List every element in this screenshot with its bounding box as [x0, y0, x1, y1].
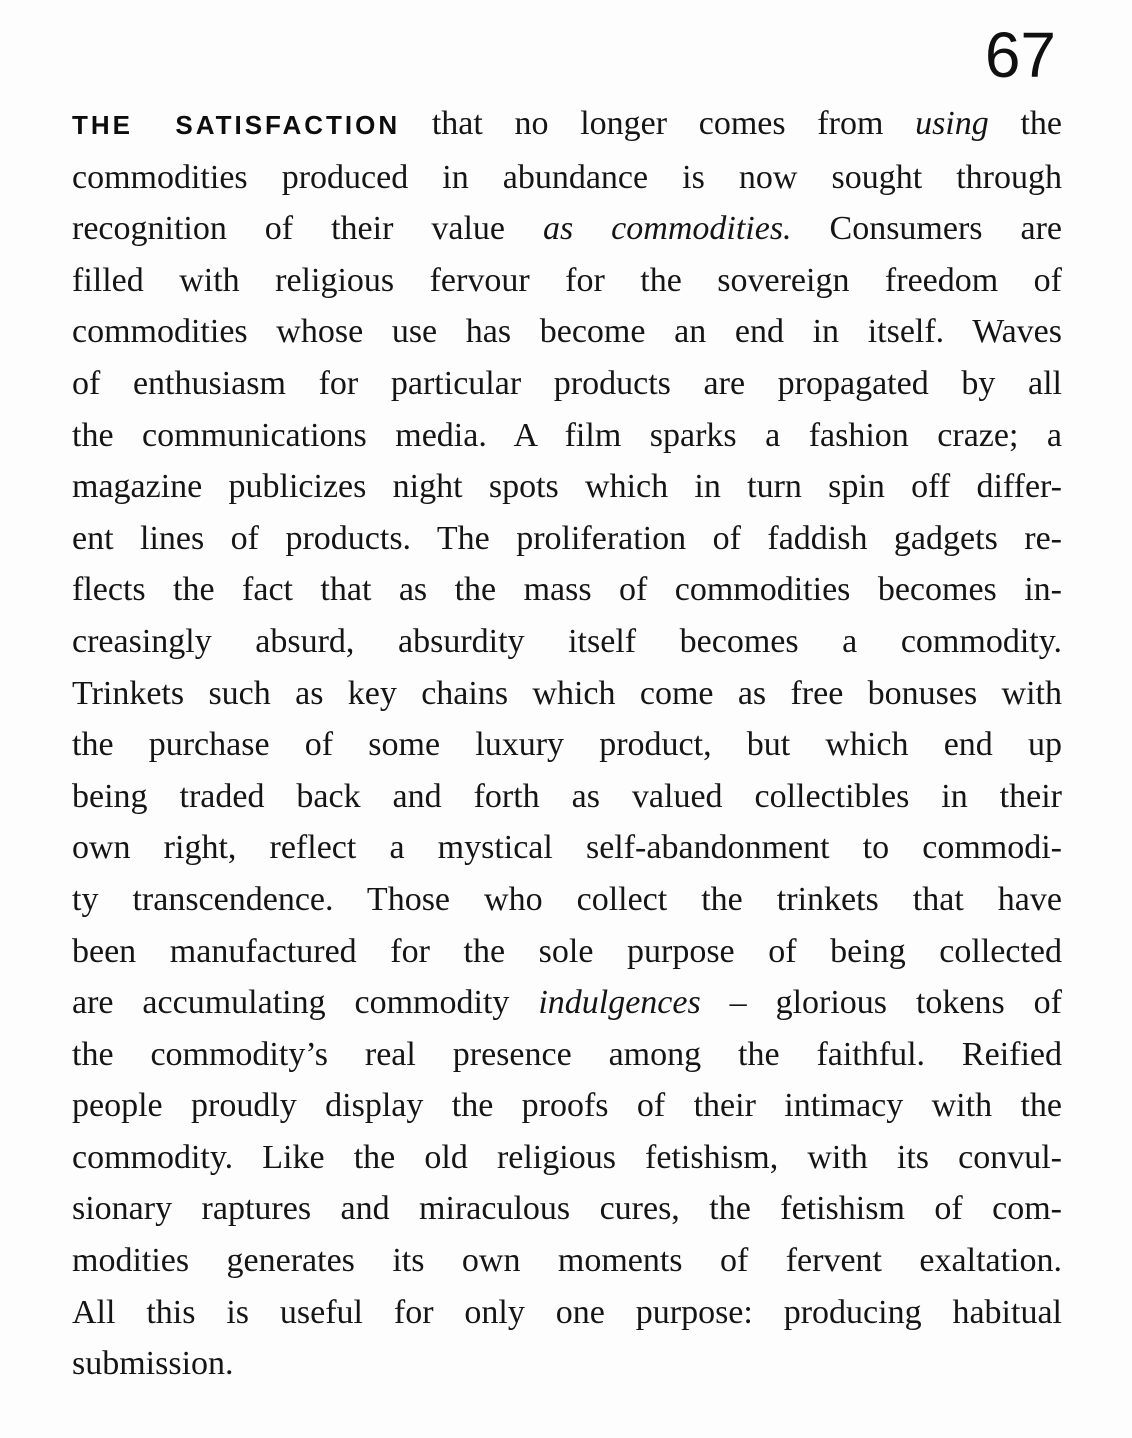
- italic-text: as commodities.: [542, 210, 792, 248]
- text-segment: submission.: [72, 1345, 234, 1383]
- text-segment: All this is useful for only one purpose: producing habitual: [72, 1293, 1062, 1331]
- text-segment: Consumers are: [791, 210, 1062, 248]
- text-line: [72, 1080, 1062, 1132]
- text-segment: the communications media. A film sparks a fashion craze; a: [72, 416, 1062, 454]
- text-segment: commodity. Like the old religious fetishism, with its convul-: [72, 1138, 1062, 1176]
- text-segment: the purchase of some luxury product, but which end up: [72, 726, 1062, 764]
- text-line: [72, 203, 1062, 255]
- text-segment: recognition of their value: [72, 210, 543, 248]
- text-segment: that no longer comes from: [400, 105, 916, 142]
- text-line: [72, 98, 1062, 152]
- text-segment: being traded back and forth as valued collectibles in their: [72, 777, 1062, 815]
- lead-in-caps: THE SATISFACTION: [72, 110, 401, 140]
- text-segment: sionary raptures and miraculous cures, the fetishism of com-: [72, 1190, 1062, 1228]
- text-line: [72, 1132, 1062, 1184]
- text-line: [72, 461, 1062, 513]
- text-segment: flects the fact that as the mass of commodities becomes in-: [72, 571, 1062, 609]
- text-segment: Trinkets such as key chains which come as free bonuses with: [72, 674, 1062, 712]
- text-segment: own right, reflect a mystical self-abandonment to commodi-: [72, 829, 1062, 867]
- body-text: [72, 98, 1062, 1390]
- text-segment: creasingly absurd, absurdity itself becomes a commodity.: [72, 622, 1062, 660]
- text-line: [72, 152, 1062, 204]
- text-line: [72, 1029, 1062, 1081]
- text-segment: magazine publicizes night spots which in turn spin off differ-: [72, 468, 1062, 506]
- text-segment: – glorious tokens of: [700, 984, 1062, 1022]
- text-segment: are accumulating commodity: [72, 984, 539, 1022]
- text-segment: been manufactured for the sole purpose of being collected: [72, 932, 1062, 970]
- text-segment: ent lines of products. The proliferation of faddish gadgets re-: [72, 519, 1062, 557]
- text-line: [72, 1287, 1062, 1339]
- text-line: [72, 719, 1062, 771]
- text-line: [72, 1183, 1062, 1235]
- italic-text: using: [915, 105, 989, 142]
- page-number: 67: [984, 19, 1056, 91]
- text-line: [72, 1338, 1062, 1390]
- text-line: [72, 1235, 1062, 1287]
- text-line: [72, 668, 1062, 720]
- text-line: [72, 926, 1062, 978]
- text-line: [72, 977, 1062, 1029]
- text-line: [72, 358, 1062, 410]
- text-line: [72, 771, 1062, 823]
- text-line: [72, 564, 1062, 616]
- text-segment: the: [988, 105, 1062, 142]
- text-segment: commodities whose use has become an end in itself. Waves: [72, 313, 1062, 351]
- text-segment: ty transcendence. Those who collect the trinkets that have: [72, 880, 1062, 918]
- text-line: [72, 306, 1062, 358]
- text-line: [72, 822, 1062, 874]
- text-segment: of enthusiasm for particular products are propagated by all: [72, 364, 1062, 402]
- text-line: [72, 616, 1062, 668]
- text-line: [72, 874, 1062, 926]
- text-segment: commodities produced in abundance is now sought through: [72, 158, 1062, 196]
- text-line: [72, 513, 1062, 565]
- italic-text: indulgences: [538, 984, 701, 1022]
- text-segment: modities generates its own moments of fervent exaltation.: [72, 1242, 1062, 1280]
- text-segment: the commodity’s real presence among the faithful. Reified: [72, 1035, 1062, 1073]
- text-segment: filled with religious fervour for the sovereign freedom of: [72, 261, 1062, 299]
- text-line: [72, 410, 1062, 462]
- text-line: [72, 255, 1062, 307]
- text-segment: people proudly display the proofs of their intimacy with the: [72, 1087, 1062, 1125]
